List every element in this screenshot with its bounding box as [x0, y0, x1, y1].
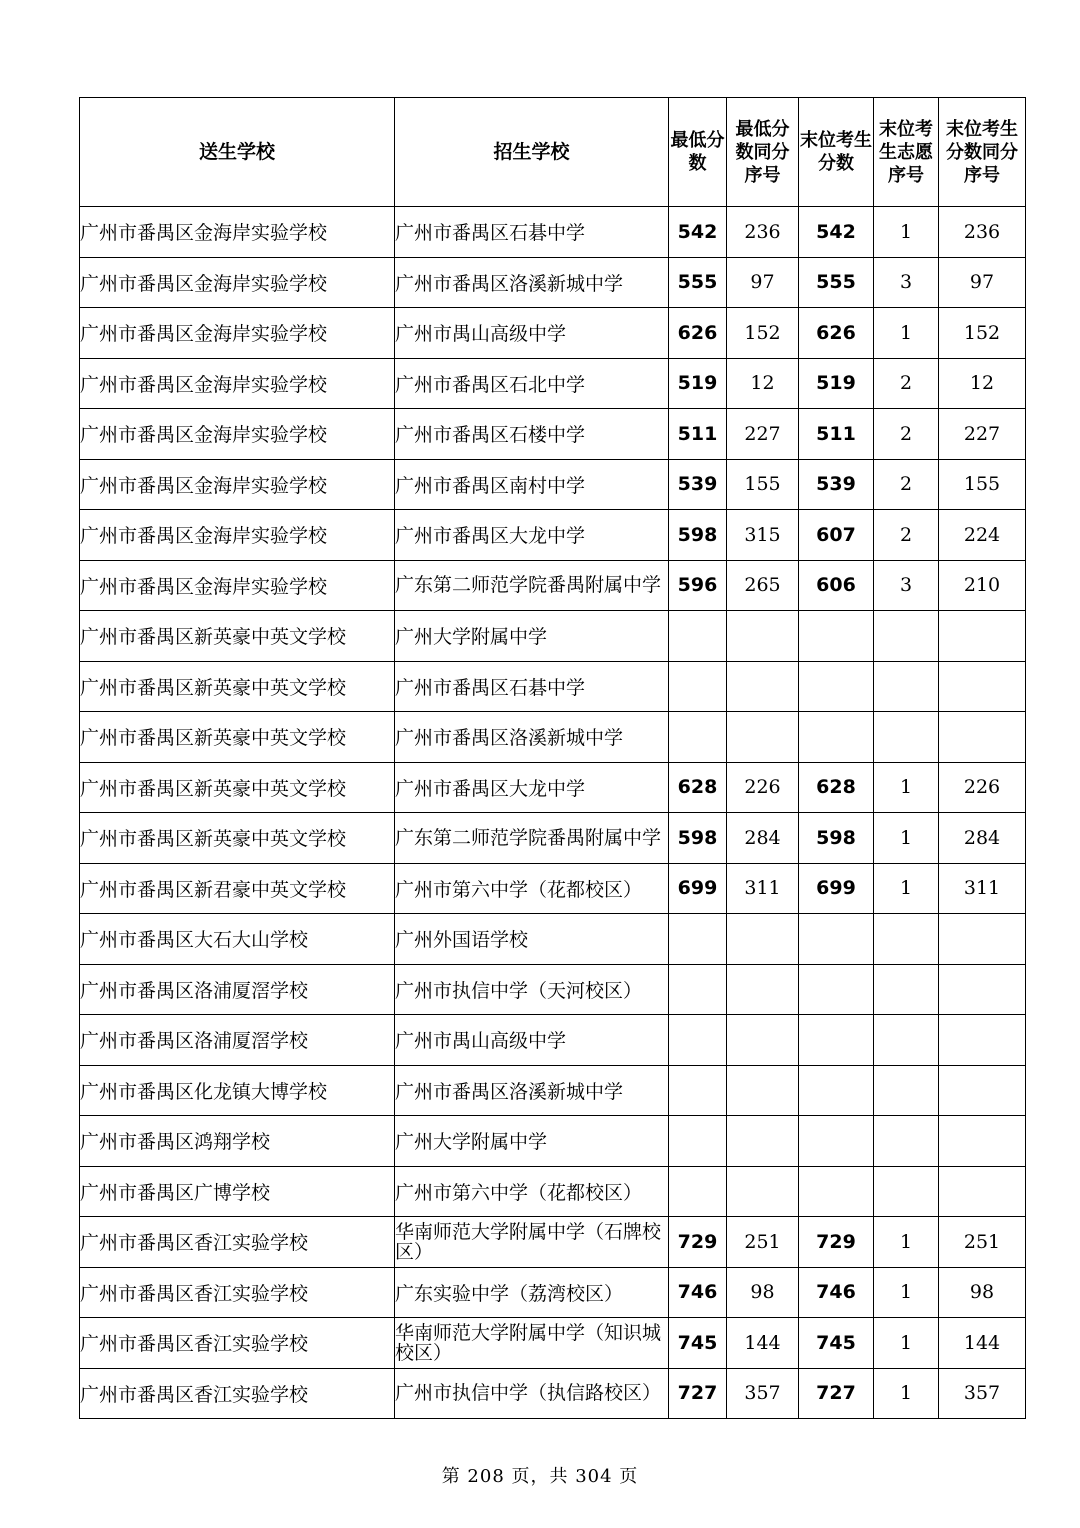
min-score-cell: 539 — [669, 459, 727, 510]
min-score-tie-rank-cell — [727, 1116, 799, 1167]
admitting-school-cell: 广州市番禺区大龙中学 — [395, 762, 669, 813]
min-score-tie-rank-cell: 284 — [727, 813, 799, 864]
last-score-cell: 607 — [799, 510, 874, 561]
table-body — [80, 207, 1026, 1419]
choice-rank-cell: 1 — [874, 762, 939, 813]
sending-school-cell: 广州市番禺区新英豪中英文学校 — [80, 813, 395, 864]
admitting-school-cell: 广州市禺山高级中学 — [395, 308, 669, 359]
last-tie-rank-cell: 311 — [939, 863, 1026, 914]
sending-school-cell: 广州市番禺区广博学校 — [80, 1166, 395, 1217]
table-row — [80, 1015, 1026, 1066]
choice-rank-cell — [874, 914, 939, 965]
min-score-tie-rank-cell: 315 — [727, 510, 799, 561]
min-score-cell: 598 — [669, 813, 727, 864]
last-tie-rank-cell — [939, 661, 1026, 712]
last-tie-rank-cell: 12 — [939, 358, 1026, 409]
admitting-school-cell: 广州市番禺区石楼中学 — [395, 409, 669, 460]
table-row — [80, 409, 1026, 460]
min-score-cell — [669, 611, 727, 662]
last-score-cell — [799, 964, 874, 1015]
sending-school-cell: 广州市番禺区香江实验学校 — [80, 1217, 395, 1268]
min-score-cell: 598 — [669, 510, 727, 561]
choice-rank-cell — [874, 1166, 939, 1217]
admitting-school-cell: 广州市番禺区洛溪新城中学 — [395, 1065, 669, 1116]
last-tie-rank-cell: 155 — [939, 459, 1026, 510]
last-score-cell: 598 — [799, 813, 874, 864]
choice-rank-cell: 1 — [874, 308, 939, 359]
table-row — [80, 1065, 1026, 1116]
last-score-cell: 606 — [799, 560, 874, 611]
sending-school-cell: 广州市番禺区金海岸实验学校 — [80, 560, 395, 611]
min-score-cell: 746 — [669, 1267, 727, 1318]
admission-table — [79, 97, 1026, 1419]
sending-school-cell: 广州市番禺区香江实验学校 — [80, 1318, 395, 1369]
last-tie-rank-cell: 226 — [939, 762, 1026, 813]
sending-school-cell: 广州市番禺区金海岸实验学校 — [80, 207, 395, 258]
min-score-tie-rank-cell — [727, 914, 799, 965]
choice-rank-cell: 1 — [874, 863, 939, 914]
last-tie-rank-cell — [939, 914, 1026, 965]
admitting-school-cell: 广东第二师范学院番禺附属中学 — [395, 813, 669, 864]
min-score-tie-rank-cell: 98 — [727, 1267, 799, 1318]
admitting-school-cell: 广州市执信中学（执信路校区） — [395, 1368, 669, 1419]
min-score-tie-rank-cell: 144 — [727, 1318, 799, 1369]
min-score-cell: 699 — [669, 863, 727, 914]
choice-rank-cell — [874, 1116, 939, 1167]
min-score-cell — [669, 1116, 727, 1167]
choice-rank-cell — [874, 712, 939, 763]
last-score-cell: 745 — [799, 1318, 874, 1369]
last-tie-rank-cell: 144 — [939, 1318, 1026, 1369]
last-tie-rank-cell — [939, 611, 1026, 662]
last-tie-rank-cell: 152 — [939, 308, 1026, 359]
last-tie-rank-cell: 284 — [939, 813, 1026, 864]
min-score-tie-rank-cell: 357 — [727, 1368, 799, 1419]
header-admitting-school: 招生学校 — [395, 98, 669, 207]
choice-rank-cell: 2 — [874, 409, 939, 460]
last-score-cell — [799, 611, 874, 662]
admitting-school-cell: 广东实验中学（荔湾校区） — [395, 1267, 669, 1318]
last-score-cell — [799, 1015, 874, 1066]
sending-school-cell: 广州市番禺区化龙镇大博学校 — [80, 1065, 395, 1116]
min-score-cell: 727 — [669, 1368, 727, 1419]
table-row — [80, 510, 1026, 561]
choice-rank-cell: 1 — [874, 1267, 939, 1318]
choice-rank-cell: 1 — [874, 1217, 939, 1268]
choice-rank-cell — [874, 964, 939, 1015]
min-score-cell — [669, 1166, 727, 1217]
last-tie-rank-cell — [939, 1065, 1026, 1116]
last-score-cell: 727 — [799, 1368, 874, 1419]
sending-school-cell: 广州市番禺区洛浦厦滘学校 — [80, 1015, 395, 1066]
header-last-student-score: 末位考生分数 — [799, 98, 874, 207]
choice-rank-cell: 2 — [874, 459, 939, 510]
header-min-score-tie-rank: 最低分数同分序号 — [727, 98, 799, 207]
sending-school-cell: 广州市番禺区新英豪中英文学校 — [80, 661, 395, 712]
last-tie-rank-cell: 98 — [939, 1267, 1026, 1318]
min-score-cell — [669, 914, 727, 965]
min-score-tie-rank-cell — [727, 611, 799, 662]
table-row — [80, 813, 1026, 864]
last-tie-rank-cell: 236 — [939, 207, 1026, 258]
min-score-cell: 729 — [669, 1217, 727, 1268]
table-row — [80, 1368, 1026, 1419]
header-last-student-choice-rank: 末位考生志愿序号 — [874, 98, 939, 207]
sending-school-cell: 广州市番禺区金海岸实验学校 — [80, 510, 395, 561]
table-row — [80, 459, 1026, 510]
last-score-cell: 555 — [799, 257, 874, 308]
choice-rank-cell — [874, 1065, 939, 1116]
last-tie-rank-cell: 210 — [939, 560, 1026, 611]
choice-rank-cell: 2 — [874, 358, 939, 409]
sending-school-cell: 广州市番禺区新英豪中英文学校 — [80, 712, 395, 763]
admitting-school-cell: 华南师范大学附属中学（石牌校区） — [395, 1217, 669, 1268]
sending-school-cell: 广州市番禺区香江实验学校 — [80, 1267, 395, 1318]
header-min-score: 最低分数 — [669, 98, 727, 207]
admitting-school-cell: 广州市番禺区石北中学 — [395, 358, 669, 409]
min-score-cell: 745 — [669, 1318, 727, 1369]
admitting-school-cell: 广州市第六中学（花都校区） — [395, 863, 669, 914]
sending-school-cell: 广州市番禺区大石大山学校 — [80, 914, 395, 965]
admitting-school-cell: 广州大学附属中学 — [395, 1116, 669, 1167]
min-score-cell: 626 — [669, 308, 727, 359]
admitting-school-cell: 广州市禺山高级中学 — [395, 1015, 669, 1066]
last-tie-rank-cell — [939, 712, 1026, 763]
min-score-tie-rank-cell: 311 — [727, 863, 799, 914]
admitting-school-cell: 广州外国语学校 — [395, 914, 669, 965]
choice-rank-cell: 2 — [874, 510, 939, 561]
admitting-school-cell: 广州市番禺区洛溪新城中学 — [395, 712, 669, 763]
table-row — [80, 863, 1026, 914]
min-score-tie-rank-cell — [727, 1065, 799, 1116]
sending-school-cell: 广州市番禺区香江实验学校 — [80, 1368, 395, 1419]
table-row — [80, 1267, 1026, 1318]
table-row — [80, 914, 1026, 965]
min-score-tie-rank-cell: 226 — [727, 762, 799, 813]
table-row — [80, 964, 1026, 1015]
sending-school-cell: 广州市番禺区金海岸实验学校 — [80, 459, 395, 510]
admitting-school-cell: 广东第二师范学院番禺附属中学 — [395, 560, 669, 611]
table-row — [80, 1217, 1026, 1268]
admitting-school-cell: 广州市番禺区石碁中学 — [395, 661, 669, 712]
min-score-cell: 519 — [669, 358, 727, 409]
last-score-cell — [799, 914, 874, 965]
last-score-cell: 539 — [799, 459, 874, 510]
admitting-school-cell: 广州市番禺区洛溪新城中学 — [395, 257, 669, 308]
table-row — [80, 1318, 1026, 1369]
min-score-tie-rank-cell: 152 — [727, 308, 799, 359]
admitting-school-cell: 广州市番禺区石碁中学 — [395, 207, 669, 258]
min-score-cell — [669, 712, 727, 763]
choice-rank-cell: 1 — [874, 1368, 939, 1419]
last-score-cell: 699 — [799, 863, 874, 914]
sending-school-cell: 广州市番禺区金海岸实验学校 — [80, 358, 395, 409]
min-score-tie-rank-cell: 227 — [727, 409, 799, 460]
min-score-cell — [669, 1065, 727, 1116]
header-row — [80, 98, 1026, 207]
sending-school-cell: 广州市番禺区新英豪中英文学校 — [80, 762, 395, 813]
min-score-tie-rank-cell: 155 — [727, 459, 799, 510]
last-tie-rank-cell: 97 — [939, 257, 1026, 308]
last-tie-rank-cell — [939, 964, 1026, 1015]
min-score-cell: 555 — [669, 257, 727, 308]
sending-school-cell: 广州市番禺区金海岸实验学校 — [80, 409, 395, 460]
table-row — [80, 358, 1026, 409]
min-score-cell: 511 — [669, 409, 727, 460]
last-score-cell: 511 — [799, 409, 874, 460]
last-tie-rank-cell: 251 — [939, 1217, 1026, 1268]
min-score-tie-rank-cell — [727, 712, 799, 763]
choice-rank-cell — [874, 661, 939, 712]
min-score-tie-rank-cell: 236 — [727, 207, 799, 258]
last-score-cell — [799, 1065, 874, 1116]
last-tie-rank-cell: 224 — [939, 510, 1026, 561]
last-score-cell: 729 — [799, 1217, 874, 1268]
admitting-school-cell: 广州大学附属中学 — [395, 611, 669, 662]
last-tie-rank-cell: 227 — [939, 409, 1026, 460]
min-score-tie-rank-cell — [727, 1166, 799, 1217]
header-last-student-tie-rank: 末位考生分数同分序号 — [939, 98, 1026, 207]
min-score-cell: 542 — [669, 207, 727, 258]
table-row — [80, 762, 1026, 813]
table-row — [80, 1166, 1026, 1217]
sending-school-cell: 广州市番禺区新君豪中英文学校 — [80, 863, 395, 914]
sending-school-cell: 广州市番禺区洛浦厦滘学校 — [80, 964, 395, 1015]
last-tie-rank-cell — [939, 1166, 1026, 1217]
min-score-tie-rank-cell — [727, 661, 799, 712]
last-tie-rank-cell — [939, 1015, 1026, 1066]
last-score-cell — [799, 1116, 874, 1167]
admitting-school-cell: 广州市第六中学（花都校区） — [395, 1166, 669, 1217]
last-score-cell: 542 — [799, 207, 874, 258]
sending-school-cell: 广州市番禺区新英豪中英文学校 — [80, 611, 395, 662]
min-score-cell — [669, 661, 727, 712]
sending-school-cell: 广州市番禺区金海岸实验学校 — [80, 257, 395, 308]
min-score-tie-rank-cell: 265 — [727, 560, 799, 611]
last-tie-rank-cell: 357 — [939, 1368, 1026, 1419]
sending-school-cell: 广州市番禺区鸿翔学校 — [80, 1116, 395, 1167]
table-row — [80, 308, 1026, 359]
choice-rank-cell — [874, 1015, 939, 1066]
admitting-school-cell: 华南师范大学附属中学（知识城校区） — [395, 1318, 669, 1369]
choice-rank-cell: 1 — [874, 207, 939, 258]
min-score-tie-rank-cell — [727, 964, 799, 1015]
last-score-cell — [799, 661, 874, 712]
choice-rank-cell: 1 — [874, 813, 939, 864]
last-tie-rank-cell — [939, 1116, 1026, 1167]
header-sending-school: 送生学校 — [80, 98, 395, 207]
admitting-school-cell: 广州市番禺区南村中学 — [395, 459, 669, 510]
last-score-cell: 519 — [799, 358, 874, 409]
table-row — [80, 611, 1026, 662]
choice-rank-cell: 1 — [874, 1318, 939, 1369]
min-score-tie-rank-cell: 12 — [727, 358, 799, 409]
admitting-school-cell: 广州市番禺区大龙中学 — [395, 510, 669, 561]
last-score-cell: 746 — [799, 1267, 874, 1318]
table-row — [80, 712, 1026, 763]
last-score-cell: 628 — [799, 762, 874, 813]
min-score-cell: 628 — [669, 762, 727, 813]
min-score-cell — [669, 1015, 727, 1066]
table-row — [80, 560, 1026, 611]
choice-rank-cell: 3 — [874, 257, 939, 308]
last-score-cell — [799, 712, 874, 763]
min-score-cell: 596 — [669, 560, 727, 611]
choice-rank-cell: 3 — [874, 560, 939, 611]
min-score-cell — [669, 964, 727, 1015]
table-row — [80, 1116, 1026, 1167]
table-row — [80, 207, 1026, 258]
min-score-tie-rank-cell — [727, 1015, 799, 1066]
admitting-school-cell: 广州市执信中学（天河校区） — [395, 964, 669, 1015]
page-footer: 第 208 页，共 304 页 — [441, 1466, 639, 1487]
sending-school-cell: 广州市番禺区金海岸实验学校 — [80, 308, 395, 359]
min-score-tie-rank-cell: 97 — [727, 257, 799, 308]
table-row — [80, 661, 1026, 712]
last-score-cell: 626 — [799, 308, 874, 359]
choice-rank-cell — [874, 611, 939, 662]
last-score-cell — [799, 1166, 874, 1217]
min-score-tie-rank-cell: 251 — [727, 1217, 799, 1268]
table-row — [80, 257, 1026, 308]
